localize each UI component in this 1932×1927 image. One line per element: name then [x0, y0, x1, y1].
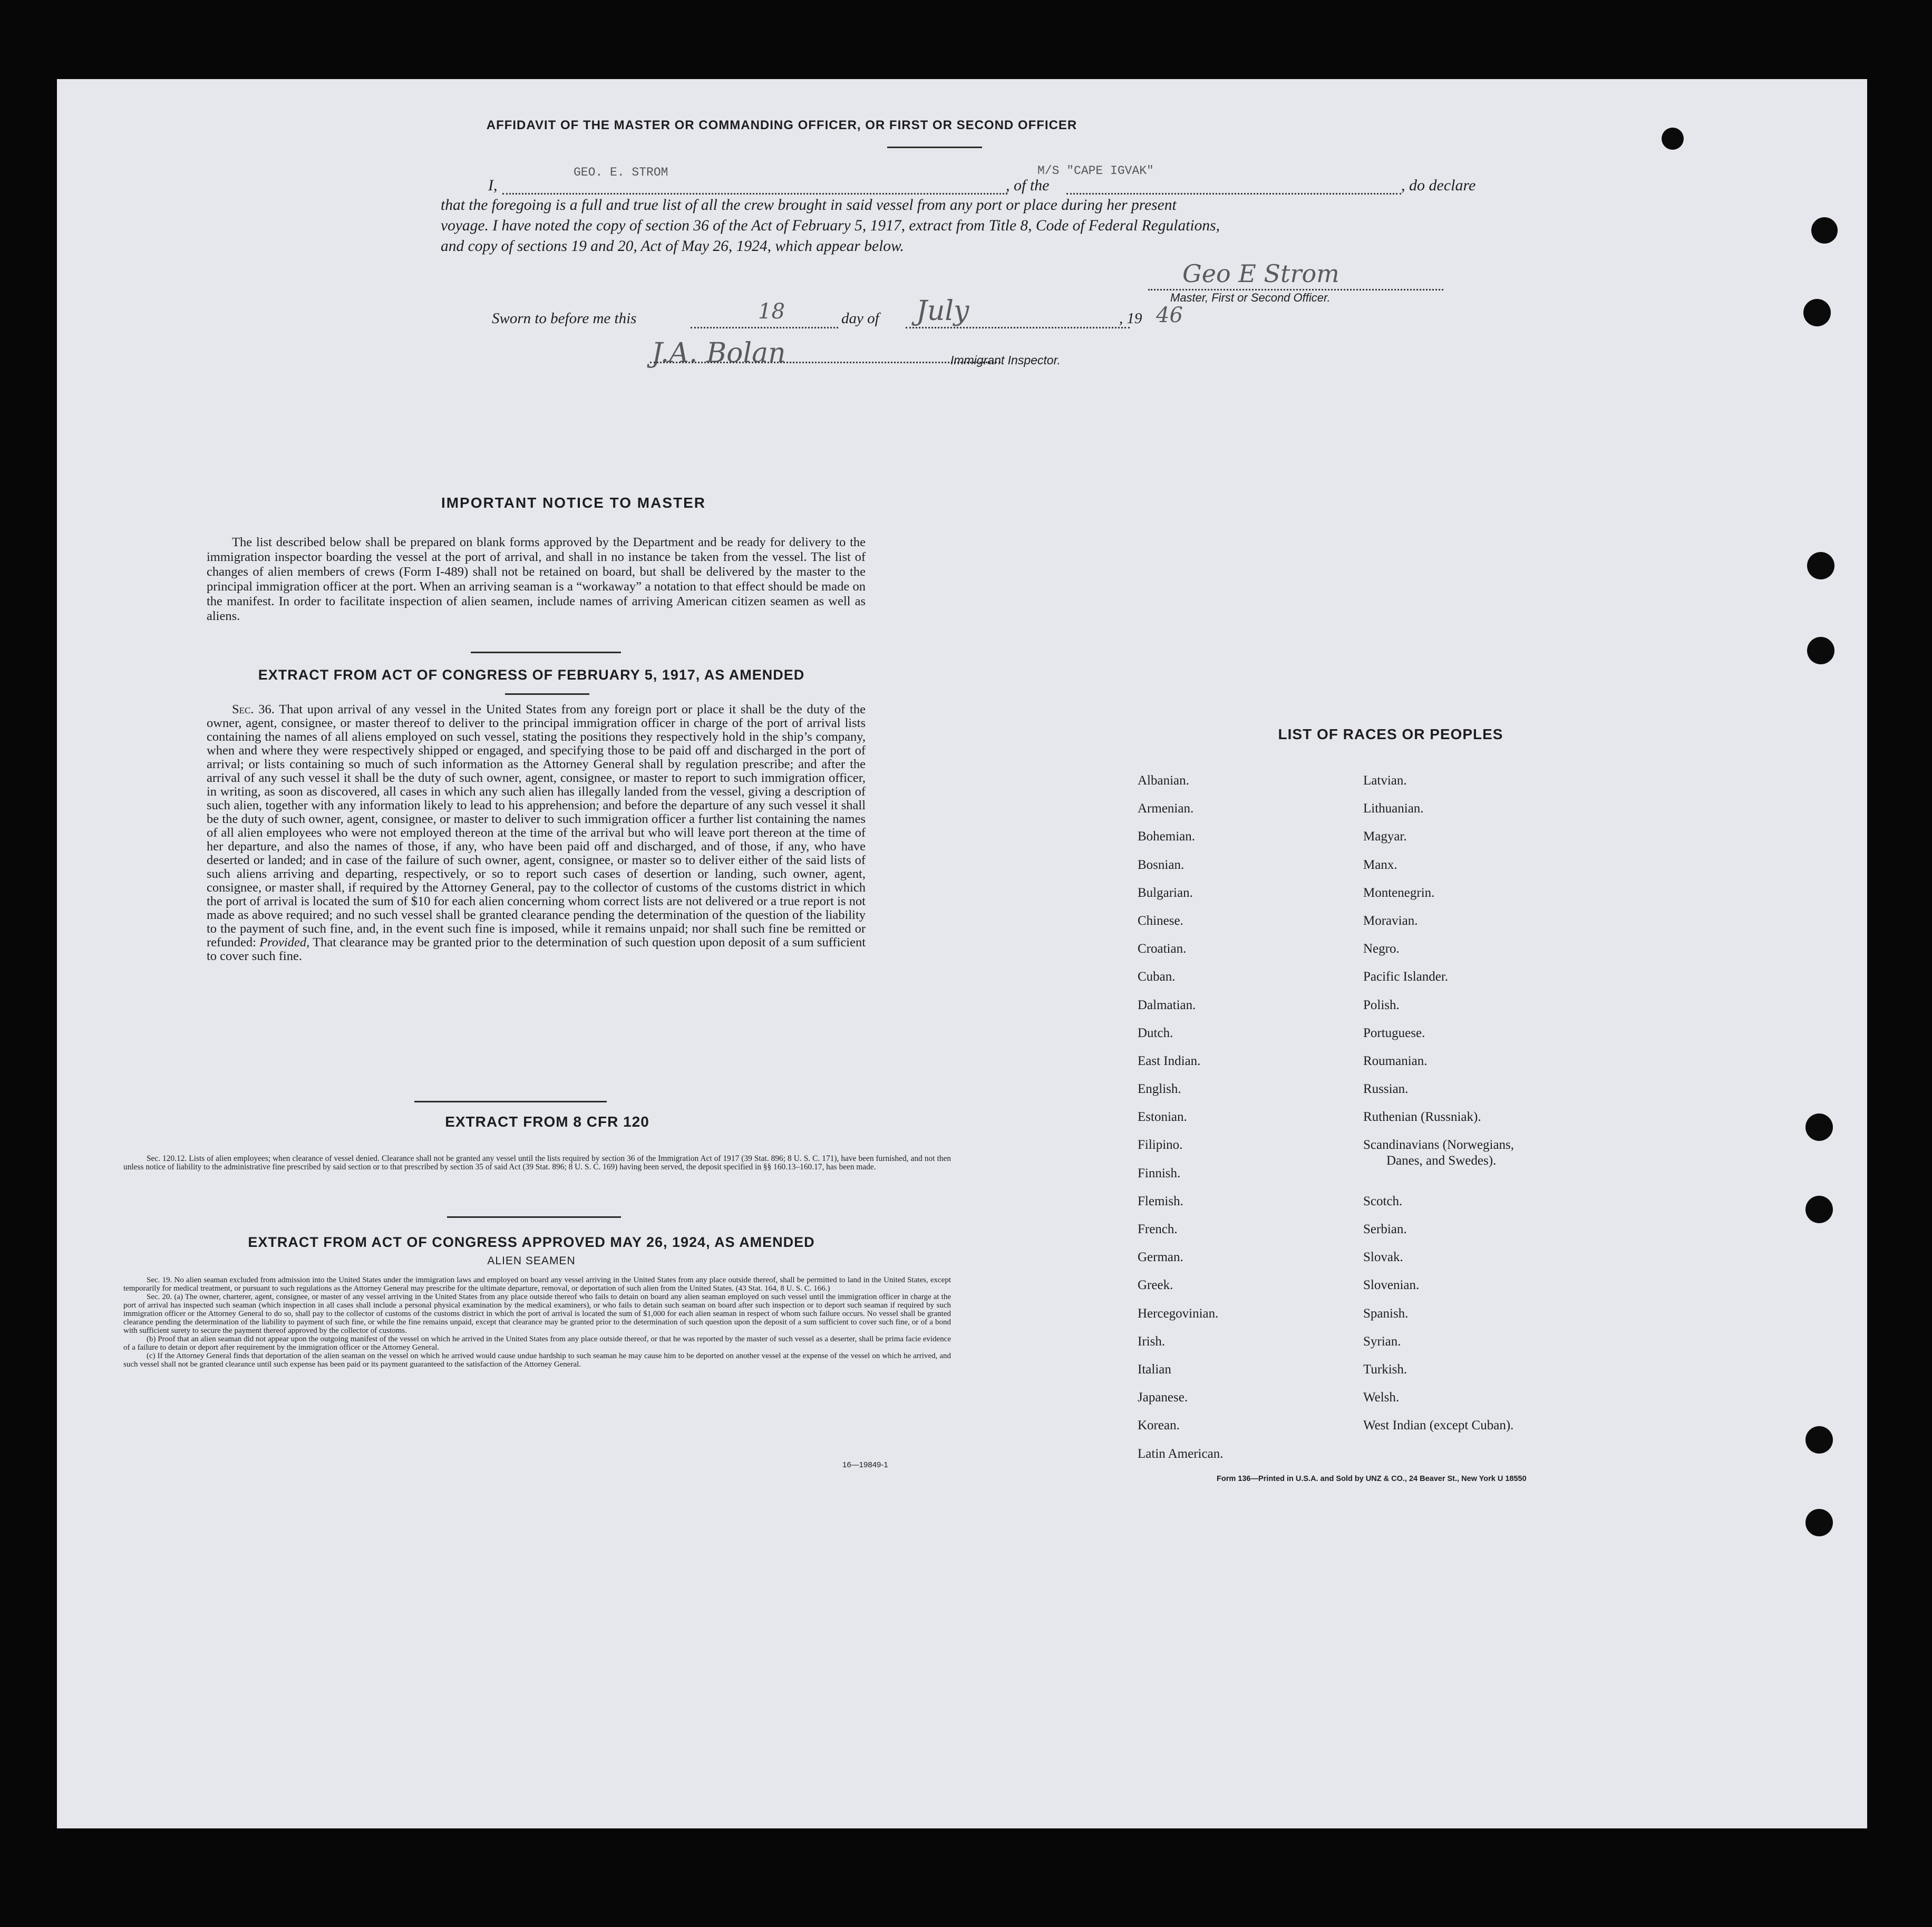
- section-19-text: Sec. 19. No alien seaman excluded from admission into the United States under the immigration laws and employed on board any vessel arriving in the United States from any place outside thereof, shall be permitted to land in the United States, except temporarily for medical treatment, or pursuant to such regulations as the Attorney General may prescribe for the ultimate departure, removal, or deportation of such alien from the United States. (43 Stat. 164, 8 U. S. C. 166.): [123, 1276, 951, 1293]
- document-page: [57, 79, 1867, 1828]
- notice-body: The list described below shall be prepared on blank forms approved by the Department and be ready for delivery to the immigration inspector boarding the vessel at the port of arrival, and shall in no instance be taken from the vessel. The list of changes of alien members of crews (Form I-489) shall not be retained on board, but shall be delivered by the master to the principal immigration officer at the port. When an arriving seaman is a “workaway” a notation to that effect should be made on the manifest. In order to facilitate inspection of alien seamen, include names of arriving American citizen seamen as well as aliens.: [207, 535, 866, 623]
- race-item: Portuguese.: [1363, 1025, 1425, 1040]
- race-item: English.: [1138, 1082, 1181, 1097]
- races-column-1: [1138, 773, 1338, 1474]
- section-20c-text: (c) If the Attorney General finds that deportation of the alien seaman on the vessel on which he arrived would cause undue hardship to such seaman he may cause him to be deported on another vessel at the expense of the vessel on which he arrived, and such vessel shall not be granted clearance until such expense has been paid or its payment guaranteed to the satisfaction of the Attorney General.: [123, 1352, 951, 1369]
- race-item: Scandinavians (Norwegians,: [1363, 1138, 1514, 1153]
- inspector-signature-line: [650, 362, 1001, 363]
- race-item: Slovak.: [1363, 1250, 1403, 1265]
- punch-hole: [1807, 552, 1834, 579]
- punch-hole: [1805, 1196, 1833, 1223]
- race-item: Scotch.: [1363, 1194, 1403, 1208]
- master-name-line: [502, 193, 1007, 195]
- race-item: Syrian.: [1363, 1334, 1401, 1349]
- race-item: Bohemian.: [1138, 829, 1196, 844]
- race-item: East Indian.: [1138, 1053, 1201, 1068]
- inspector-caption: Immigrant Inspector.: [950, 353, 1061, 367]
- race-item: Magyar.: [1363, 829, 1407, 844]
- master-name-field: GEO. E. STROM: [574, 166, 668, 179]
- race-item: Latin American.: [1138, 1446, 1224, 1461]
- extract-cfr-title: EXTRACT FROM 8 CFR 120: [445, 1113, 649, 1130]
- sworn-month: July: [916, 295, 969, 327]
- printer-imprint: Form 136—Printed in U.S.A. and Sold by UNZ & CO., 24 Beaver St., New York U 18550: [1217, 1475, 1527, 1483]
- notice-divider: [471, 652, 621, 653]
- race-item: Flemish.: [1138, 1194, 1183, 1208]
- race-item: Lithuanian.: [1363, 801, 1424, 816]
- punch-hole: [1807, 637, 1834, 664]
- i-label: I,: [488, 177, 498, 194]
- affidavit-line-3: voyage. I have noted the copy of section 36 of the Act of February 5, 1917, extract from Title 8, Code of Federal Regulations,: [441, 217, 1220, 234]
- punch-hole: [1805, 1113, 1833, 1141]
- race-item: Bulgarian.: [1138, 885, 1193, 900]
- race-item: French.: [1138, 1222, 1178, 1236]
- year-suffix: 46: [1156, 303, 1183, 327]
- extract-1917-body: [207, 703, 866, 963]
- race-item: Polish.: [1363, 998, 1400, 1012]
- extract-1924-body: [123, 1276, 951, 1369]
- race-item: Finnish.: [1138, 1166, 1181, 1180]
- sworn-month-line: [906, 327, 1130, 328]
- race-item: Russian.: [1363, 1082, 1409, 1097]
- race-item: Croatian.: [1138, 942, 1187, 956]
- extract-1924-title: EXTRACT FROM ACT OF CONGRESS APPROVED MAY 26, 1924, AS AMENDED: [248, 1234, 815, 1250]
- day-of-label: day of: [841, 310, 879, 327]
- section-36-label: Sec. 36.: [232, 702, 275, 716]
- race-item: Pacific Islander.: [1363, 970, 1449, 984]
- race-item: Slovenian.: [1363, 1278, 1420, 1293]
- affidavit-line-2: that the foregoing is a full and true list of all the crew brought in said vessel from any port or place during her present: [441, 197, 1177, 214]
- section-36-text: That upon arrival of any vessel in the United States from any foreign port or place it shall be the duty of the owner, agent, consignee, or master thereof to deliver to the principal immigration officer in charge of the port of arrival lists containing the names of all aliens employed on such vessel, stating the positions they respectively hold in the ship’s company, when and where they were respectively shipped or engaged, and specifying those to be paid off and discharged in the port of arrival; or lists containing so much of such information as the Attorney General shall by regulation prescribe; and after the arrival of any such vessel it shall be the duty of such owner, agent, consignee, or master to report to such immigration officer, in writing, as soon as discovered, all cases in which any such alien has illegally landed from the vessel, giving a description of such alien, together with any information likely to lead to his apprehension; and before the departure of any such vessel it shall be the duty of such owner, agent, consignee, or master to deliver to such immigration officer a further list containing the names of all alien employees who were not employed thereon at the time of the arrival but who will leave port thereon at the time of her departure, and also the names of those, if any, who have been paid off and discharged, and of those, if any, who have deserted or landed; and in case of the failure of such owner, agent, consignee, or master so to deliver either of the said lists of such aliens arriving and departing, respectively, or so to report such cases of desertion or landing, such owner, agent, consignee, or master shall, if required by the Attorney General, pay to the collector of customs of the customs district in which the port of arrival is located the sum of $10 for each alien concerning whom correct lists are not delivered or a true report is not made as above required; and no such vessel shall be granted clearance pending the determination of the question of the liability to the payment of such fine, and, in the event such fine is imposed, while it remains unpaid; nor shall such fine be remitted or refunded:: [207, 702, 866, 950]
- extract-1924-subtitle: ALIEN SEAMEN: [487, 1255, 576, 1267]
- races-title: LIST OF RACES OR PEOPLES: [1278, 726, 1503, 742]
- sworn-day-line: [691, 327, 838, 328]
- races-column-2: [1363, 773, 1637, 1446]
- affidavit-title: AFFIDAVIT OF THE MASTER OR COMMANDING OFFICER, OR FIRST OR SECOND OFFICER: [486, 118, 1077, 132]
- race-item: Albanian.: [1138, 773, 1189, 788]
- race-item: Filipino.: [1138, 1138, 1183, 1153]
- race-item: Estonian.: [1138, 1110, 1187, 1125]
- sworn-label: Sworn to before me this: [492, 310, 637, 327]
- proviso-text: That clearance may be granted prior to the determination of such question upon deposit of a sum sufficient to cover such fine.: [207, 935, 866, 963]
- race-item: Montenegrin.: [1363, 885, 1435, 900]
- extract-cfr-divider: [447, 1216, 621, 1218]
- punch-hole: [1811, 217, 1838, 244]
- race-item: Negro.: [1363, 942, 1400, 956]
- race-item: Serbian.: [1363, 1222, 1407, 1237]
- race-item: Dalmatian.: [1138, 998, 1196, 1012]
- race-item: Cuban.: [1138, 970, 1176, 984]
- race-item: Spanish.: [1363, 1306, 1409, 1321]
- race-item: Moravian.: [1363, 913, 1418, 928]
- race-item: Greek.: [1138, 1278, 1173, 1293]
- extract-cfr-body: Sec. 120.12. Lists of alien employees; when clearance of vessel denied. Clearance shall not be granted any vessel until the lists required by section 36 of the Immigration Act of 1917 (39 Stat. 896; 8 U. S. C. 171), have been furnished, and not then unless notice of liability to the administrative fine prescribed by said section or to that prescribed by section 35 of said Act (39 Stat. 896; 8 U. S. C. 169) having been served, the deposit specified in §§ 160.13–160.17, has been made.: [123, 1154, 951, 1171]
- race-item: Irish.: [1138, 1334, 1166, 1349]
- punch-hole: [1805, 1426, 1833, 1454]
- section-20a-text: Sec. 20. (a) The owner, charterer, agent, consignee, or master of any vessel arriving in the United States from any place outside thereof who fails to detain on board any alien seaman employed on such vessel until the immigration officer in charge at the port of arrival has inspected such seaman (which inspection in all cases shall include a personal physical examination by the medical examiners), or who fails to detain such seaman on board after such inspection or to deport such seaman if required by such immigration officer or the Attorney General to do so, shall pay to the collector of customs of the customs district in which the port of arrival is located the sum of $1,000 for each alien seaman in respect of whom such failure occurs. No vessel shall be granted clearance pending the determination of the liability to payment of such fine, or while the fine remains unpaid, except that clearance may be granted prior to the determination of such question upon the deposit of a sum sufficient to cover such fine, or of a bond with sufficient surety to secure the payment thereof approved by the collector of customs.: [123, 1293, 951, 1335]
- punch-hole: [1662, 128, 1684, 150]
- year-prefix: , 19: [1119, 310, 1142, 327]
- extract-1917-divider: [414, 1101, 607, 1102]
- notice-title: IMPORTANT NOTICE TO MASTER: [441, 495, 706, 511]
- vessel-name-field: M/S "CAPE IGVAK": [1037, 164, 1154, 178]
- race-item: Japanese.: [1138, 1390, 1188, 1405]
- race-item: Korean.: [1138, 1418, 1180, 1433]
- title-divider: [887, 147, 982, 148]
- of-the-label: , of the: [1006, 177, 1050, 194]
- do-declare-label: , do declare: [1401, 177, 1476, 194]
- race-item: Manx.: [1363, 857, 1397, 872]
- vessel-name-line: [1066, 193, 1401, 195]
- race-item: Ruthenian (Russniak).: [1363, 1110, 1481, 1125]
- race-item: Danes, and Swedes).: [1386, 1154, 1497, 1168]
- punch-hole: [1803, 299, 1831, 326]
- inspector-signature: J.A. Bolan: [652, 337, 786, 369]
- extract-1917-underline: [505, 693, 589, 695]
- race-item: German.: [1138, 1250, 1183, 1265]
- race-item: Hercegovinian.: [1138, 1306, 1219, 1321]
- race-item: Welsh.: [1363, 1390, 1400, 1405]
- race-item: Armenian.: [1138, 801, 1194, 816]
- master-signature-line: [1148, 289, 1443, 290]
- race-item: Dutch.: [1138, 1025, 1173, 1040]
- form-code: 16—19849-1: [842, 1460, 888, 1469]
- race-item: Turkish.: [1363, 1362, 1407, 1377]
- extract-1917-title: EXTRACT FROM ACT OF CONGRESS OF FEBRUARY 5, 1917, AS AMENDED: [258, 667, 805, 683]
- sworn-day: 18: [758, 299, 785, 324]
- race-item: Roumanian.: [1363, 1053, 1428, 1068]
- punch-hole: [1805, 1509, 1833, 1536]
- race-item: Italian: [1138, 1362, 1171, 1377]
- race-item: Chinese.: [1138, 913, 1183, 928]
- race-item: Latvian.: [1363, 773, 1407, 788]
- section-20b-text: (b) Proof that an alien seaman did not appear upon the outgoing manifest of the vessel on which he arrived in the United States from any place outside thereof, or that he was reported by the master of such vessel as a deserter, shall be prima facie evidence of a failure to detain or deport after requirement by the immigration officer or the Attorney General.: [123, 1335, 951, 1352]
- master-caption: Master, First or Second Officer.: [1170, 291, 1331, 304]
- race-item: Bosnian.: [1138, 857, 1185, 872]
- race-item: West Indian (except Cuban).: [1363, 1418, 1514, 1433]
- affidavit-line-4: and copy of sections 19 and 20, Act of May 26, 1924, which appear below.: [441, 238, 904, 255]
- proviso-label: Provided,: [259, 935, 310, 950]
- master-signature: Geo E Strom: [1182, 259, 1339, 288]
